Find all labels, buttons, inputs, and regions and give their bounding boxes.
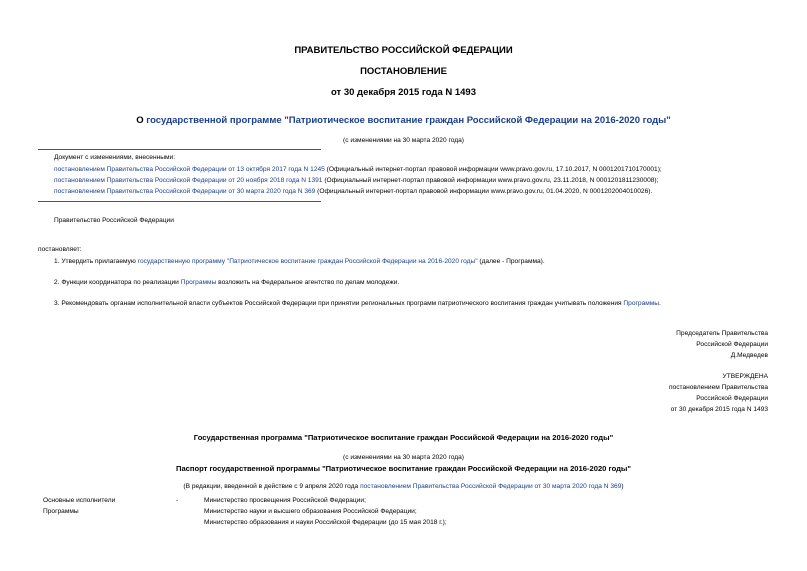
title-changes-note: (с изменениями на 30 марта 2020 года) <box>343 137 464 144</box>
edition-link[interactable]: постановлением Правительства Российской Федерации от 30 марта 2020 года N 369 <box>360 483 622 490</box>
amendment-link[interactable]: постановлением Правительства Российской Федерации от 30 марта 2020 года N 369 <box>54 188 316 195</box>
program-link[interactable]: Программы <box>180 279 217 286</box>
government-name: Правительство Российской Федерации <box>54 217 174 224</box>
passport-title: Паспорт государственной программы "Патриотическое воспитание граждан Российской Федерации на 2016-2020 годы" <box>175 464 632 473</box>
program-title: Государственная программа "Патриотическое воспитание граждан Российской Федерации на 2016-2020 годы" <box>193 433 614 442</box>
paragraph-3-text: 3. Рекомендовать органам исполнительной власти субъектов Российской Федерации при принятии региональных программ патриотического воспитания граждан учитывать положения <box>54 300 624 307</box>
edition-note-text: (В редакции, введенной в действие с 9 апреля 2020 года <box>183 483 361 490</box>
government-heading: ПРАВИТЕЛЬСТВО РОССИЙСКОЙ ФЕДЕРАЦИИ <box>294 45 513 56</box>
paragraph-2-text: 2. Функции координатора по реализации <box>54 279 181 286</box>
table-label-cont: Программы <box>43 508 79 515</box>
table-label: Основные исполнители <box>43 497 116 504</box>
table-value: Министерство образования и науки Российской Федерации (до 15 мая 2018 г.); <box>204 519 447 526</box>
approved-by: постановлением Правительства <box>668 384 768 391</box>
paragraph-1 <box>54 258 545 265</box>
title-prefix: О <box>136 115 147 126</box>
paragraph-3-tail: . <box>659 300 661 307</box>
amendment-link[interactable]: постановлением Правительства Российской Федерации от 13 октября 2017 года N 1245 <box>54 166 325 173</box>
amendment-source: (Официальный интернет-портал правовой информации www.pravo.gov.ru, 23.11.2018, N 0001201811230008); <box>322 177 659 184</box>
signature-country: Российской Федерации <box>696 341 768 348</box>
table-value: Министерство науки и высшего образования Российской Федерации; <box>204 508 417 515</box>
program-changes-note: (с изменениями на 30 марта 2020 года) <box>343 454 464 461</box>
edition-note-tail: ) <box>621 483 624 490</box>
paragraph-1-tail: (далее - Программа). <box>477 258 545 265</box>
amendment-link[interactable]: постановлением Правительства Российской Федерации от 20 ноября 2018 года N 1391 <box>54 177 323 184</box>
signature-title: Председатель Правительства <box>676 330 768 337</box>
program-link[interactable]: Программы <box>623 300 660 307</box>
amendments-heading: Документ с изменениями, внесенными: <box>54 154 176 161</box>
amendment-item <box>54 177 658 184</box>
paragraph-3 <box>54 300 661 307</box>
approved-date: от 30 декабря 2015 года N 1493 <box>670 406 768 413</box>
paragraph-1-text: 1. Утвердить прилагаемую <box>54 258 138 265</box>
amendments-top-rule <box>38 149 321 150</box>
table-dash: - <box>176 497 179 504</box>
signature-name: Д.Медведев <box>730 352 768 359</box>
document-date-number: от 30 декабря 2015 года N 1493 <box>330 87 476 98</box>
amendment-source: (Официальный интернет-портал правовой информации www.pravo.gov.ru, 17.10.2017, N 0001201710170001); <box>324 166 662 173</box>
paragraph-2 <box>54 279 399 286</box>
title-program-link[interactable]: государственной программе "Патриотическое воспитание граждан Российской Федерации на 2016-2020 годы" <box>146 115 671 126</box>
amendment-item <box>54 188 652 195</box>
approved-label: УТВЕРЖДЕНА <box>722 373 768 380</box>
amendment-source: (Официальный интернет-портал правовой информации www.pravo.gov.ru, 01.04.2020, N 0001202004010026). <box>315 188 653 195</box>
program-link[interactable]: государственную программу "Патриотическое воспитание граждан Российской Федерации на 2016-2020 годы" <box>137 258 478 265</box>
paragraph-2-tail: возложить на Федеральное агентство по делам молодежи. <box>216 279 400 286</box>
edition-note <box>0 483 807 490</box>
resolves-word: постановляет: <box>38 246 82 253</box>
amendments-bottom-rule <box>38 201 321 202</box>
document-type: ПОСТАНОВЛЕНИЕ <box>360 66 447 77</box>
table-value: Министерство просвещения Российской Федерации; <box>204 497 366 504</box>
approved-country: Российской Федерации <box>696 395 768 402</box>
document-title <box>0 115 807 126</box>
amendment-item <box>54 166 662 173</box>
